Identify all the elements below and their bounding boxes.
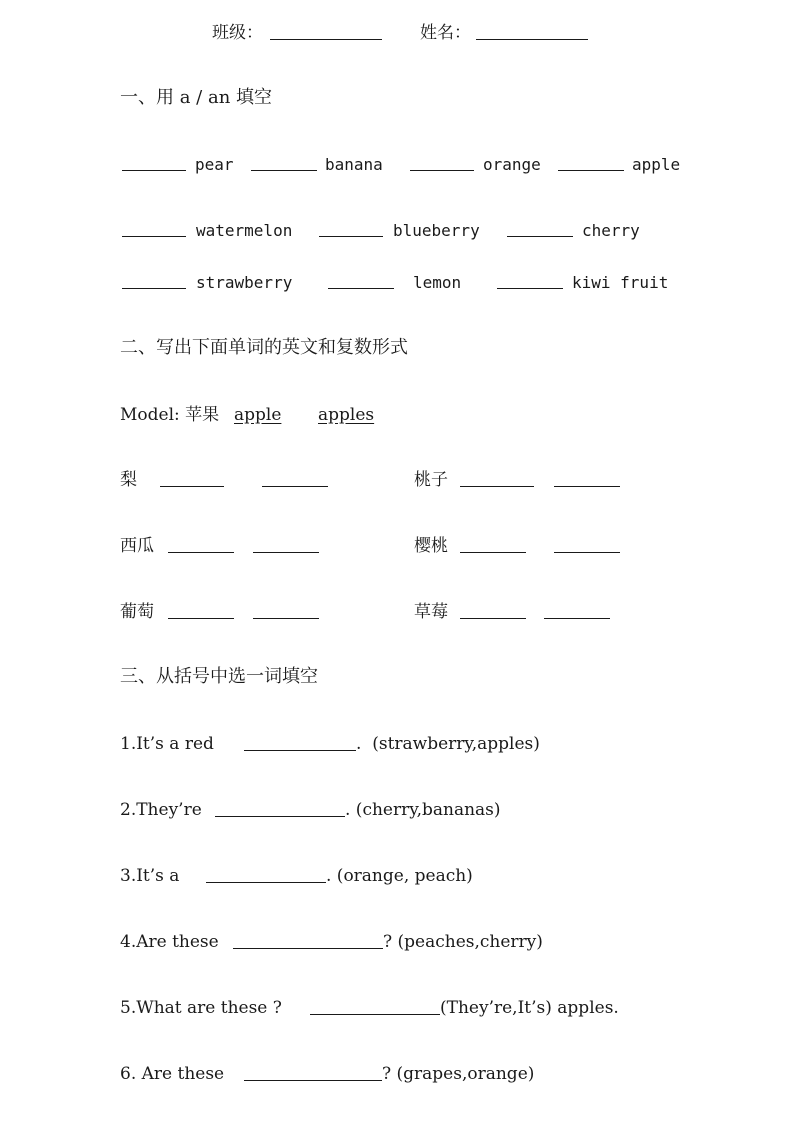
- blank[interactable]: [122, 273, 186, 289]
- blank[interactable]: [554, 471, 620, 487]
- blank[interactable]: [507, 221, 573, 237]
- blank[interactable]: [460, 471, 534, 487]
- q4-text: 4.Are these: [120, 932, 219, 952]
- item-cherry-cn: 樱桃: [414, 536, 448, 556]
- word-lemon: lemon: [413, 273, 462, 292]
- blank[interactable]: [251, 155, 317, 171]
- q6-text: 6. Are these: [120, 1064, 225, 1084]
- answer-blank[interactable]: [310, 999, 440, 1015]
- q3-options: . (orange, peach): [326, 866, 473, 886]
- blank[interactable]: [544, 603, 610, 619]
- blank[interactable]: [122, 155, 186, 171]
- model-singular: apple: [234, 405, 282, 425]
- item-grape-cn: 葡萄: [120, 602, 154, 622]
- blank[interactable]: [122, 221, 186, 237]
- name-blank[interactable]: [476, 24, 588, 40]
- blank[interactable]: [168, 603, 234, 619]
- q2-options: . (cherry,bananas): [345, 800, 501, 820]
- answer-blank[interactable]: [244, 735, 356, 751]
- answer-blank[interactable]: [244, 1065, 382, 1081]
- blank[interactable]: [410, 155, 474, 171]
- word-orange: orange: [483, 155, 541, 174]
- word-banana: banana: [325, 155, 383, 174]
- q5-text: 5.What are these ?: [120, 998, 282, 1018]
- item-watermelon-cn: 西瓜: [120, 536, 154, 556]
- blank[interactable]: [460, 537, 526, 553]
- item-strawberry-cn: 草莓: [414, 602, 448, 622]
- blank[interactable]: [168, 537, 234, 553]
- word-apple: apple: [632, 155, 681, 174]
- q4-options: ? (peaches,cherry): [383, 932, 543, 952]
- class-blank[interactable]: [270, 24, 382, 40]
- answer-blank[interactable]: [206, 867, 326, 883]
- item-peach-cn: 桃子: [414, 470, 448, 490]
- q6-options: ? (grapes,orange): [382, 1064, 535, 1084]
- answer-blank[interactable]: [215, 801, 345, 817]
- blank[interactable]: [460, 603, 526, 619]
- q1-text: 1.It’s a red: [120, 734, 214, 754]
- blank[interactable]: [554, 537, 620, 553]
- blank[interactable]: [328, 273, 394, 289]
- name-label: 姓名：: [420, 23, 471, 43]
- blank[interactable]: [262, 471, 328, 487]
- blank[interactable]: [160, 471, 224, 487]
- word-watermelon: watermelon: [196, 221, 293, 240]
- q5-options: (They’re,It’s) apples.: [440, 998, 619, 1018]
- word-strawberry: strawberry: [196, 273, 293, 292]
- word-blueberry: blueberry: [393, 221, 480, 240]
- word-cherry: cherry: [582, 221, 640, 240]
- blank[interactable]: [558, 155, 624, 171]
- q1-options: . (strawberry,apples): [356, 734, 540, 754]
- q2-text: 2.They’re: [120, 800, 202, 820]
- q3-text: 3.It’s a: [120, 866, 180, 886]
- blank[interactable]: [319, 221, 383, 237]
- blank[interactable]: [253, 603, 319, 619]
- item-pear-cn: 梨: [120, 470, 137, 490]
- model-plural: apples: [318, 405, 375, 425]
- section1-title: 一、用 a / an 填空: [120, 87, 273, 108]
- word-pear: pear: [195, 155, 234, 174]
- word-kiwi-fruit: kiwi fruit: [572, 273, 669, 292]
- model-prefix: Model: 苹果: [120, 405, 220, 425]
- blank[interactable]: [253, 537, 319, 553]
- answer-blank[interactable]: [233, 933, 383, 949]
- section3-title: 三、从括号中选一词填空: [120, 666, 318, 687]
- class-label: 班级：: [212, 23, 263, 43]
- section2-title: 二、写出下面单词的英文和复数形式: [120, 337, 408, 358]
- blank[interactable]: [497, 273, 563, 289]
